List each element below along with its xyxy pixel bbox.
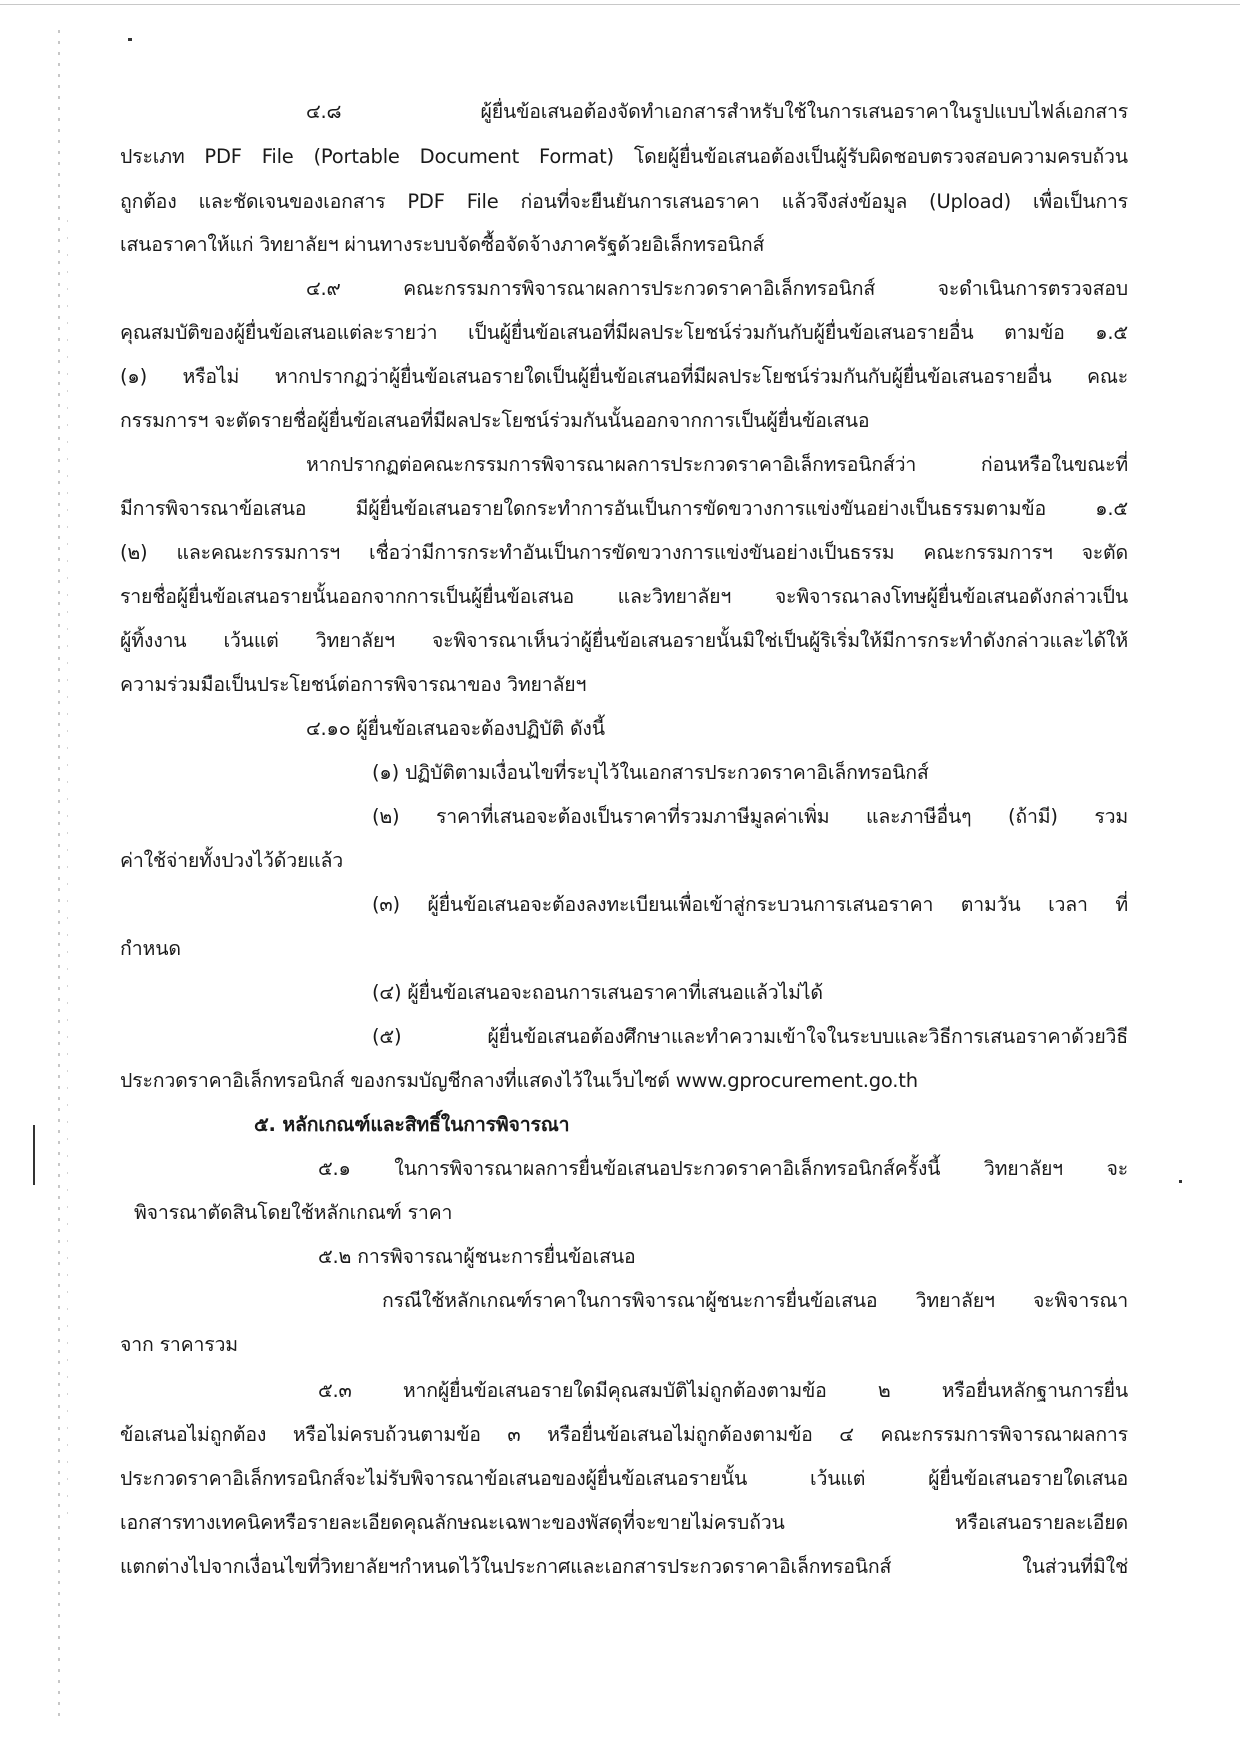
- paragraph-line: [306, 451, 1128, 479]
- word: ที่: [1115, 893, 1128, 916]
- word: ผู้ทิ้งงาน: [120, 629, 187, 652]
- word: หากปรากฏว่าผู้ยื่นข้อเสนอรายใดเป็นผู้ยื่นข้อเสนอที่มีผลประโยชน์ร่วมกันกับผู้ยื่นข้อเสนอรายอื่น: [274, 365, 1052, 388]
- word: มีผู้ยื่นข้อเสนอรายใดกระทำการอันเป็นการขัดขวางการแข่งขันอย่างเป็นธรรมตามข้อ: [355, 497, 1046, 520]
- word: ๕.๑: [318, 1157, 351, 1180]
- word: ๒: [877, 1379, 891, 1402]
- paragraph-line: [120, 319, 1128, 347]
- word: ผู้ยื่นข้อเสนอต้องจัดทำเอกสารสำหรับใช้ในการเสนอราคาในรูปแบบไฟล์เอกสาร: [480, 100, 1128, 123]
- word: ผู้ยื่นข้อเสนอจะต้องลงทะเบียนเพื่อเข้าสู่กระบวนการเสนอราคา: [427, 893, 934, 916]
- word: คณะกรรมการพิจารณาผลการ: [880, 1423, 1128, 1446]
- word: Format): [539, 145, 614, 168]
- word: มีการพิจารณาข้อเสนอ: [120, 497, 307, 520]
- paragraph-line: ความร่วมมือเป็นประโยชน์ต่อการพิจารณาของ วิทยาลัยฯ: [120, 673, 587, 696]
- list-item: [372, 1023, 1128, 1051]
- word: ตามวัน: [960, 893, 1021, 916]
- word: ในส่วนที่มิใช่: [1022, 1555, 1128, 1578]
- paragraph-line: [382, 1287, 1128, 1315]
- list-item-continuation: ประกวดราคาอิเล็กทรอนิกส์ ของกรมบัญชีกลางที่แสดงไว้ในเว็บไซต์ www.gprocurement.go.th: [120, 1069, 918, 1092]
- word: จะพิจารณาลงโทษผู้ยื่นข้อเสนอดังกล่าวเป็น: [774, 585, 1128, 608]
- word: File: [466, 190, 499, 213]
- paragraph-line: [306, 275, 1128, 303]
- word: ประกวดราคาอิเล็กทรอนิกส์จะไม่รับพิจารณาข้อเสนอของผู้ยื่นข้อเสนอรายนั้น: [120, 1467, 748, 1490]
- word: ๑.๕: [1095, 321, 1128, 344]
- word: ๑.๕: [1095, 497, 1128, 520]
- word: คุณสมบัติของผู้ยื่นข้อเสนอแต่ละรายว่า: [120, 321, 438, 344]
- word: เว้นแต่: [223, 629, 279, 652]
- word: (๒): [372, 805, 400, 828]
- word: ราคาที่เสนอจะต้องเป็นราคาที่รวมภาษีมูลค่าเพิ่ม: [436, 805, 830, 828]
- word: หรือยื่นข้อเสนอไม่ถูกต้องตามข้อ: [547, 1423, 813, 1446]
- scan-edge-marks-inner: [67, 220, 68, 1520]
- word: แล้วจึงส่งข้อมูล: [781, 190, 908, 213]
- word: เวลา: [1048, 893, 1088, 916]
- word: ก่อนหรือในขณะที่: [980, 453, 1128, 476]
- paragraph-line: [120, 539, 1128, 567]
- paragraph-line: เสนอราคาให้แก่ วิทยาลัยฯ ผ่านทางระบบจัดซื้อจัดจ้างภาครัฐด้วยอิเล็กทรอนิกส์: [120, 233, 765, 256]
- paragraph-line: [120, 583, 1128, 611]
- word: วิทยาลัยฯ: [915, 1289, 995, 1312]
- word: และวิทยาลัยฯ: [617, 585, 732, 608]
- word: ผู้ยื่นข้อเสนอต้องศึกษาและทำความเข้าใจในระบบและวิธีการเสนอราคาด้วยวิธี: [487, 1025, 1128, 1048]
- scan-top-rule: [0, 4, 1240, 5]
- scan-binding-mark: [33, 1125, 35, 1185]
- word: (Portable: [313, 145, 400, 168]
- paragraph-line: พิจารณาตัดสินโดยใช้หลักเกณฑ์ ราคา: [134, 1201, 453, 1224]
- word: (๒): [120, 541, 148, 564]
- paragraph-line: [318, 1155, 1128, 1183]
- word: (๓): [372, 893, 400, 916]
- word: หากผู้ยื่นข้อเสนอรายใดมีคุณสมบัติไม่ถูกต้องตามข้อ: [402, 1379, 827, 1402]
- word: เป็นผู้ยื่นข้อเสนอที่มีผลประโยชน์ร่วมกันกับผู้ยื่นข้อเสนอรายอื่น: [467, 321, 974, 344]
- section-heading: ๕. หลักเกณฑ์และสิทธิ์ในการพิจารณา: [254, 1113, 570, 1136]
- word: PDF: [204, 145, 242, 168]
- paragraph-line: [120, 1509, 1128, 1537]
- word: เชื่อว่ามีการกระทำอันเป็นการขัดขวางการแข่งขันอย่างเป็นธรรม: [369, 541, 895, 564]
- list-item: [372, 891, 1128, 919]
- paragraph-line: กรรมการฯ จะตัดรายชื่อผู้ยื่นข้อเสนอที่มีผลประโยชน์ร่วมกันนั้นออกจากการเป็นผู้ยื่นข้อเสนอ: [120, 409, 870, 432]
- word: จะพิจารณา: [1032, 1289, 1128, 1312]
- paragraph-line: จาก ราคารวม: [120, 1333, 238, 1356]
- word: PDF: [407, 190, 445, 213]
- word: โดยผู้ยื่นข้อเสนอต้องเป็นผู้รับผิดชอบตรวจสอบความครบถ้วน: [633, 145, 1128, 168]
- word: จะ: [1106, 1157, 1128, 1180]
- paragraph-line: ๕.๒ การพิจารณาผู้ชนะการยื่นข้อเสนอ: [318, 1245, 636, 1268]
- word: File: [261, 145, 294, 168]
- paragraph-line: [120, 143, 1128, 171]
- word: ตามข้อ: [1004, 321, 1065, 344]
- word: วิทยาลัยฯ: [315, 629, 395, 652]
- paragraph-line: [120, 1553, 1128, 1581]
- word: ถูกต้อง: [120, 190, 177, 213]
- word: เอกสารทางเทคนิคหรือรายละเอียดคุณลักษณะเฉพาะของพัสดุที่จะขายไม่ครบถ้วน: [120, 1511, 785, 1534]
- paragraph-line: [318, 1377, 1128, 1405]
- word: หรือยื่นหลักฐานการยื่น: [941, 1379, 1128, 1402]
- word: ๕.๓: [318, 1379, 352, 1402]
- paragraph-line: [120, 1421, 1128, 1449]
- word: และคณะกรรมการฯ: [176, 541, 341, 564]
- word: รายชื่อผู้ยื่นข้อเสนอรายนั้นออกจากการเป็นผู้ยื่นข้อเสนอ: [120, 585, 574, 608]
- list-item: (๔) ผู้ยื่นข้อเสนอจะถอนการเสนอราคาที่เสนอแล้วไม่ได้: [372, 981, 823, 1004]
- word: เว้นแต่: [810, 1467, 866, 1490]
- word: ก่อนที่จะยืนยันการเสนอราคา: [520, 190, 760, 213]
- word: คณะกรรมการฯ: [923, 541, 1053, 564]
- list-item-continuation: กำหนด: [120, 937, 181, 960]
- word: (ถ้ามี): [1007, 805, 1058, 828]
- word: ๔.๙: [306, 277, 341, 300]
- word: ๔: [839, 1423, 854, 1446]
- word: แตกต่างไปจากเงื่อนไขที่วิทยาลัยฯกำหนดไว้ในประกาศและเอกสารประกวดราคาอิเล็กทรอนิกส์: [120, 1555, 892, 1578]
- scan-speck: [128, 38, 132, 41]
- word: (๑): [120, 365, 147, 388]
- word: Document: [419, 145, 520, 168]
- word: และชัดเจนของเอกสาร: [198, 190, 386, 213]
- word: หรือไม่ครบถ้วนตามข้อ: [292, 1423, 481, 1446]
- scan-speck: [1179, 1180, 1182, 1183]
- list-item: [372, 803, 1128, 831]
- word: จะดำเนินการตรวจสอบ: [937, 277, 1128, 300]
- paragraph-line: [306, 98, 1128, 126]
- paragraph-line: [120, 495, 1128, 523]
- word: (๕): [372, 1025, 402, 1048]
- paragraph-line: [120, 1465, 1128, 1493]
- word: เพื่อเป็นการ: [1032, 190, 1128, 213]
- word: หรือไม่: [182, 365, 240, 388]
- word: ในการพิจารณาผลการยื่นข้อเสนอประกวดราคาอิเล็กทรอนิกส์ครั้งนี้: [394, 1157, 941, 1180]
- paragraph-line: [120, 627, 1128, 655]
- word: หากปรากฏต่อคณะกรรมการพิจารณาผลการประกวดราคาอิเล็กทรอนิกส์ว่า: [306, 453, 917, 476]
- word: คณะกรรมการพิจารณาผลการประกวดราคาอิเล็กทรอนิกส์: [403, 277, 876, 300]
- word: ข้อเสนอไม่ถูกต้อง: [120, 1423, 267, 1446]
- list-item: (๑) ปฏิบัติตามเงื่อนไขที่ระบุไว้ในเอกสารประกวดราคาอิเล็กทรอนิกส์: [372, 761, 929, 784]
- word: รวม: [1094, 805, 1128, 828]
- word: ผู้ยื่นข้อเสนอรายใดเสนอ: [928, 1467, 1128, 1490]
- word: ๔.๘: [306, 100, 342, 123]
- scan-edge-marks: [58, 30, 60, 1720]
- list-item-continuation: ค่าใช้จ่ายทั้งปวงไว้ด้วยแล้ว: [120, 849, 344, 872]
- paragraph-line: [120, 188, 1128, 216]
- word: วิทยาลัยฯ: [983, 1157, 1063, 1180]
- word: คณะ: [1086, 365, 1128, 388]
- paragraph-line: [120, 363, 1128, 391]
- word: กรณีใช้หลักเกณฑ์ราคาในการพิจารณาผู้ชนะการยื่นข้อเสนอ: [382, 1289, 878, 1312]
- word: และภาษีอื่นๆ: [866, 805, 972, 828]
- word: หรือเสนอรายละเอียด: [954, 1511, 1128, 1534]
- word: ๓: [507, 1423, 521, 1446]
- word: จะพิจารณาเห็นว่าผู้ยื่นข้อเสนอรายนั้นมิใช่เป็นผู้ริเริ่มให้มีการกระทำดังกล่าวและได้ให้: [431, 629, 1128, 652]
- word: ประเภท: [120, 145, 185, 168]
- word: (Upload): [929, 190, 1011, 213]
- section-heading: ๔.๑๐ ผู้ยื่นข้อเสนอจะต้องปฏิบัติ ดังนี้: [306, 717, 605, 740]
- word: จะตัด: [1081, 541, 1128, 564]
